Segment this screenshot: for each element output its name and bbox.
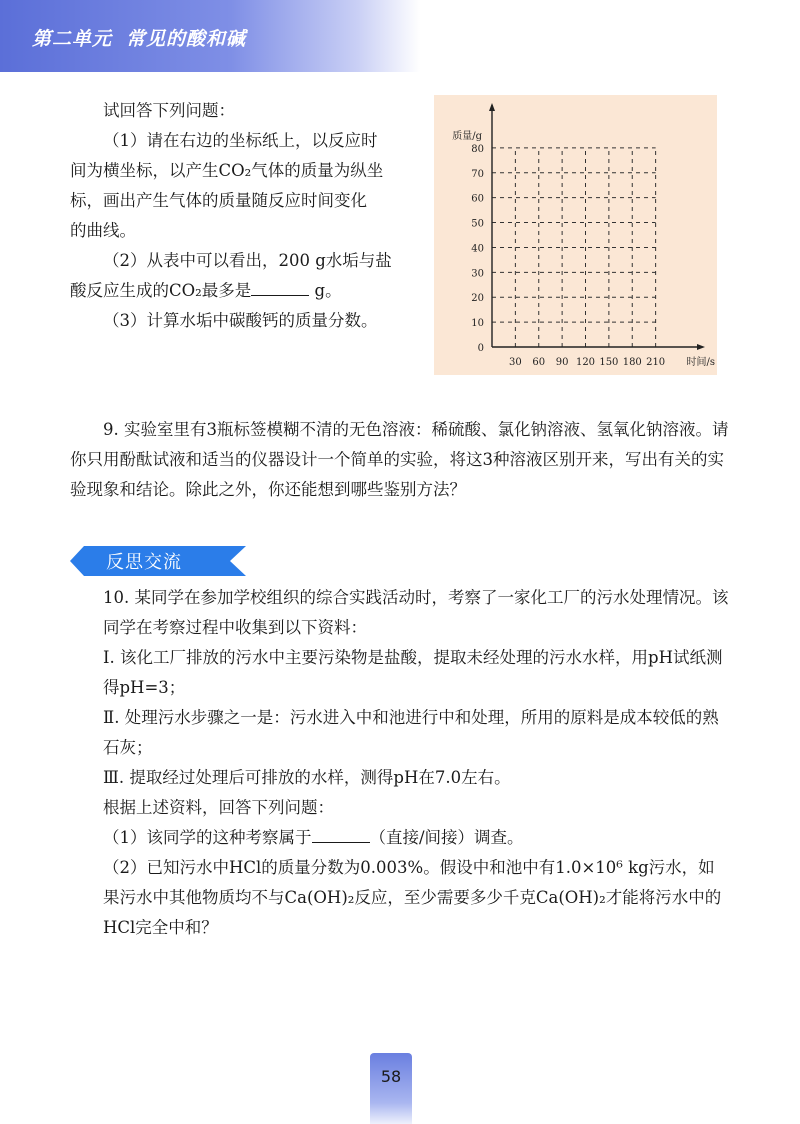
- y-tick-label: 50: [471, 218, 484, 230]
- section-banner: [70, 546, 246, 576]
- x-tick-label: 60: [532, 357, 546, 368]
- q10-item3: Ⅲ. 提取经过处理后可排放的水样，测得pH在7.0左右。: [103, 768, 511, 787]
- x-tick-label: 210: [646, 357, 666, 368]
- x-axis-label: 时间/s: [686, 357, 715, 368]
- y-axis-arrow: [489, 103, 495, 111]
- q9-body: 9. 实验室里有3瓶标签模糊不清的无色溶液：稀硫酸、氯化钠溶液、氢氧化钠溶液。请你只用酚酞试液和适当的仪器设计一个简单的实验，将这3种溶液区别开来，写出有关的实验现象和结论。除此之外，你还能想到哪些鉴别方法？: [70, 420, 729, 499]
- y-axis-label: 质量/g: [452, 131, 482, 142]
- chapter-name: 常见的酸和碱: [126, 28, 247, 50]
- q8-part2-line2: [70, 276, 415, 306]
- q10-prompt: 根据上述资料，回答下列问题：: [103, 798, 334, 817]
- q10-part1-post: （直接/间接）调查。: [369, 828, 524, 847]
- y-tick-label: 80: [471, 143, 484, 155]
- section-title: 反思交流: [106, 552, 182, 573]
- x-tick-label: 30: [509, 357, 522, 368]
- y-tick-label: 10: [471, 318, 484, 330]
- q10-item1: Ⅰ. 该化工厂排放的污水中主要污染物是盐酸，提取未经处理的污水水样，用pH试纸测得pH=3；: [103, 648, 723, 697]
- q8-part1-line3: 标，画出产生气体的质量随反应时间变化: [70, 191, 367, 210]
- q8-part3: （3）计算水垢中碳酸钙的质量分数。: [103, 311, 378, 330]
- q8-part1-line2: 间为横坐标，以产生CO₂气体的质量为纵坐: [70, 161, 384, 180]
- x-tick-label: 180: [622, 357, 642, 368]
- q8-part2-post: g。: [309, 281, 342, 300]
- q8-part1-line4: 的曲线。: [70, 221, 136, 240]
- y-tick-label: 70: [471, 168, 484, 180]
- q10-part1: [70, 823, 730, 853]
- graph-paper-chart: [434, 95, 717, 375]
- question-10-text: [70, 583, 730, 943]
- answer-blank: [312, 824, 370, 843]
- x-tick-label: 90: [555, 357, 569, 368]
- page-number-tab: [370, 1053, 412, 1124]
- answer-blank: [251, 277, 309, 296]
- q10-part2: （2）已知污水中HCl的质量分数为0.003%。假设中和池中有1.0×10⁶ kg污水，如果污水中其他物质均不与Ca(OH)₂反应，至少需要多少千克Ca(OH)₂才能将污水中的HCl完全中和？: [103, 858, 722, 937]
- question-9-text: [70, 415, 730, 505]
- q8-intro: 试回答下列问题：: [103, 101, 235, 120]
- x-axis-arrow: [697, 344, 705, 350]
- q8-part1-line1: （1）请在右边的坐标纸上，以反应时: [103, 131, 378, 150]
- q8-part2-line1: （2）从表中可以看出，200 g水垢与盐: [103, 251, 392, 270]
- page-number: 58: [380, 1067, 402, 1086]
- question-8-text: [70, 96, 415, 336]
- chart-svg: [434, 95, 717, 375]
- q8-part2-pre: 酸反应生成的CO₂最多是: [70, 281, 252, 300]
- y-tick-label: 60: [471, 193, 484, 205]
- x-tick-label: 150: [599, 357, 619, 368]
- y-tick-label: 30: [471, 268, 484, 280]
- q10-part1-pre: （1）该同学的这种考察属于: [103, 828, 312, 847]
- y-tick-label: 0: [477, 343, 484, 354]
- q10-item2: Ⅱ. 处理污水步骤之一是：污水进入中和池进行中和处理，所用的原料是成本较低的熟石灰；: [103, 708, 719, 757]
- chapter-number: 第二单元: [32, 28, 113, 50]
- y-tick-label: 40: [471, 243, 484, 255]
- q10-intro: 10. 某同学在参加学校组织的综合实践活动时，考察了一家化工厂的污水处理情况。该同学在考察过程中收集到以下资料：: [103, 588, 729, 637]
- y-tick-label: 20: [471, 293, 484, 305]
- chapter-header: [0, 0, 420, 72]
- x-tick-label: 120: [575, 357, 596, 368]
- chapter-title: [32, 24, 260, 51]
